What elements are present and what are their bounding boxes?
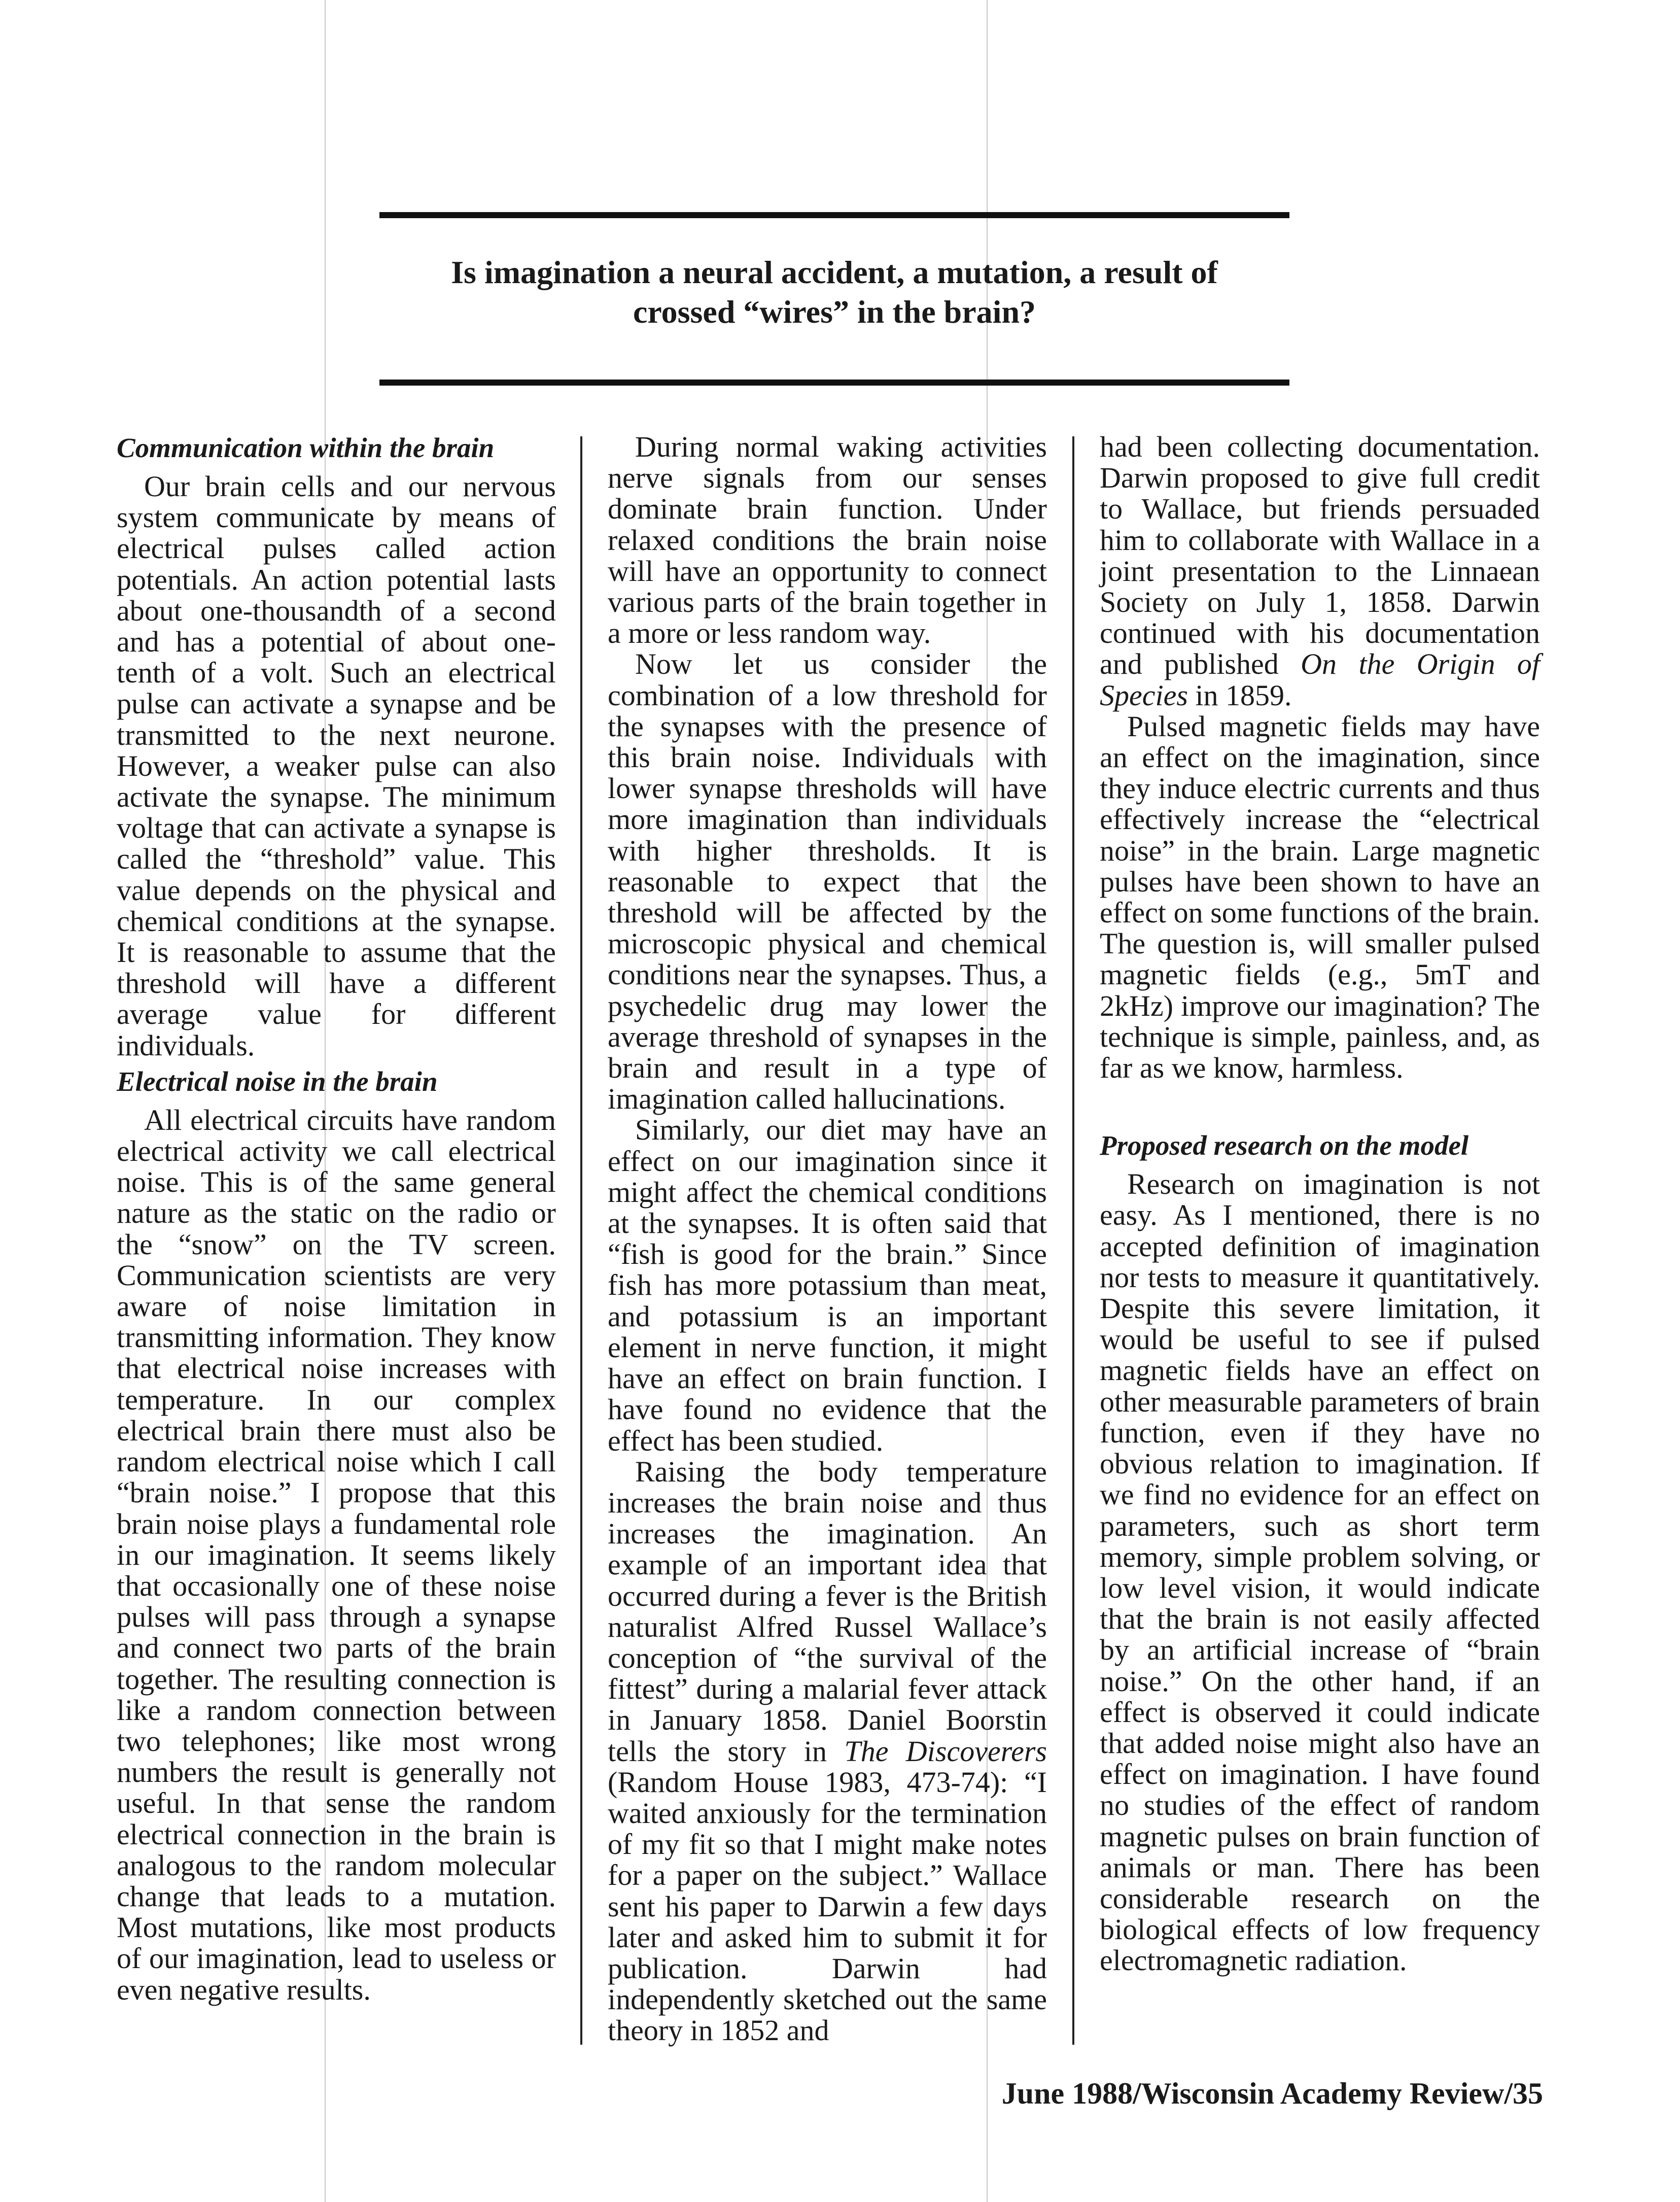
paragraph: All electrical circuits have random electrical activity we call electrical noise. This is of the same general nature as the static on the radio or the “snow” on the TV screen. Communication scientists are very aware of noise limitation in transmitting information. They know that electrical noise increases with temperature. In our complex electrical brain there must also be random electrical noise which I call “brain noise.” I propose that this brain noise plays a fundamental role in our imagination. It seems likely that occasionally one of these noise pulses will pass through a synapse and connect two parts of the brain together. The resulting connection is like a random connection between two telephones; like most wrong numbers the result is generally not useful. In that sense the random electrical connection in the brain is analogous to the random molecular change that leads to a mutation. Most mutations, like most products of our imagination, lead to useless or even negative results. (117, 1103, 556, 2006)
section-heading: Communication within the brain (117, 432, 495, 463)
paragraph: Research on imagination is not easy. As I mentioned, there is no accepted definition of imagination nor tests to measure it quantitatively. Despite this severe limitation, it would be useful to see if pulsed magnetic fields have an effect on other measurable parameters of brain function, even if they have no obvious relation to imagination. If we find no evidence for an effect on parameters, such as short term memory, simple problem solving, or low level vision, it would indicate that the brain is not easily affected by an artificial increase of “brain noise.” On the other hand, if an effect is observed it could indicate that added noise might also have an effect on imagination. I have found no studies of the effect of random magnetic pulses on brain function of animals or man. There has been considerable research on the biological effects of low frequency electromagnetic radiation. (1100, 1167, 1540, 1977)
column-1 (117, 431, 556, 2060)
page-footer: June 1988/Wisconsin Academy Review/35 (1001, 2077, 1543, 2110)
paragraph (1100, 431, 1540, 711)
paragraph-text: had been collecting documentation. Darwin proposed to give full credit to Wallace, but friends persuaded him to collaborate with Wallace in a joint presentation to the Linnaean Society on July 1, 1858. Darwin continued with his documentation and published (1100, 430, 1540, 681)
paragraph-text: in 1859. (1187, 678, 1292, 712)
column-3 (1100, 431, 1540, 2060)
book-title: On the Origin of Species (1100, 647, 1540, 712)
paragraph: Similarly, our diet may have an effect on our imagination since it might affect the chemical conditions at the synapses. It is often said that “fish is good for the brain.” Since fish has more potassium than meat, and potassium is an important element in nerve function, it might have an effect on brain function. I have found no evidence that the effect has been studied. (608, 1113, 1047, 1457)
column-divider (580, 436, 582, 2045)
book-title: The Discoverers (844, 1734, 1047, 1768)
paragraph: During normal waking activities nerve signals from our senses dominate brain function. Under relaxed conditions the brain noise will have an opportunity to connect various parts of the brain together in a more or less random way. (608, 430, 1047, 650)
paragraph: Our brain cells and our nervous system communicate by means of electrical pulses called action potentials. An action potential lasts about one-thousandth of a second and has a potential of about one-tenth of a volt. Such an electrical pulse can activate a synapse and be transmitted to the next neurone. However, a weaker pulse can also activate the synapse. The minimum voltage that can activate a synapse is called the “threshold” value. This value depends on the physical and chemical conditions at the synapse. It is reasonable to assume that the threshold will have a different average value for different individuals. (117, 470, 556, 1062)
pull-quote-top-rule (379, 212, 1289, 218)
column-2 (608, 431, 1047, 2060)
section-heading: Electrical noise in the brain (117, 1065, 438, 1097)
paragraph-text: Raising the body temperature increases the brain noise and thus increases the imagination. An example of an important idea that occurred during a fever is the British naturalist Alfred Russel Wallace’s conception of “the survival of the fittest” during a malarial fever attack in January 1858. Daniel Boorstin tells the story in (608, 1455, 1047, 1768)
pull-quote-line: Is imagination a neural accident, a mutation, a result of (451, 254, 1218, 290)
column-divider (1072, 436, 1074, 2045)
pull-quote-line: crossed “wires” in the brain? (633, 294, 1036, 330)
paragraph-text: (Random House 1983, 473-74): “I waited anxiously for the termination of my fit so that I might make notes for a paper on the subject.” Wallace sent his paper to Darwin a few days later and asked him to submit it for publication. Darwin had independently sketched out the same theory in 1852 and (608, 1765, 1047, 2047)
pull-quote-bottom-rule (379, 380, 1289, 386)
spacer (1100, 1083, 1540, 1129)
pull-quote (379, 253, 1289, 332)
section-heading: Proposed research on the model (1100, 1130, 1469, 1161)
paragraph: Pulsed magnetic fields may have an effect on the imagination, since they induce electric currents and thus effectively increase the “electrical noise” in the brain. Large magnetic pulses have been shown to have an effect on some functions of the brain. The question is, will smaller pulsed magnetic fields (e.g., 5mT and 2kHz) improve our imagination? The technique is simple, painless, and, as far as we know, harmless. (1100, 709, 1540, 1085)
paragraph: Now let us consider the combination of a low threshold for the synapses with the presence of this brain noise. Individuals with lower synapse thresholds will have more imagination than individuals with higher thresholds. It is reasonable to expect that the threshold will be affected by the microscopic physical and chemical conditions near the synapses. Thus, a psychedelic drug may lower the average threshold of synapses in the brain and result in a type of imagination called hallucinations. (608, 647, 1047, 1116)
paragraph (608, 1456, 1047, 2046)
